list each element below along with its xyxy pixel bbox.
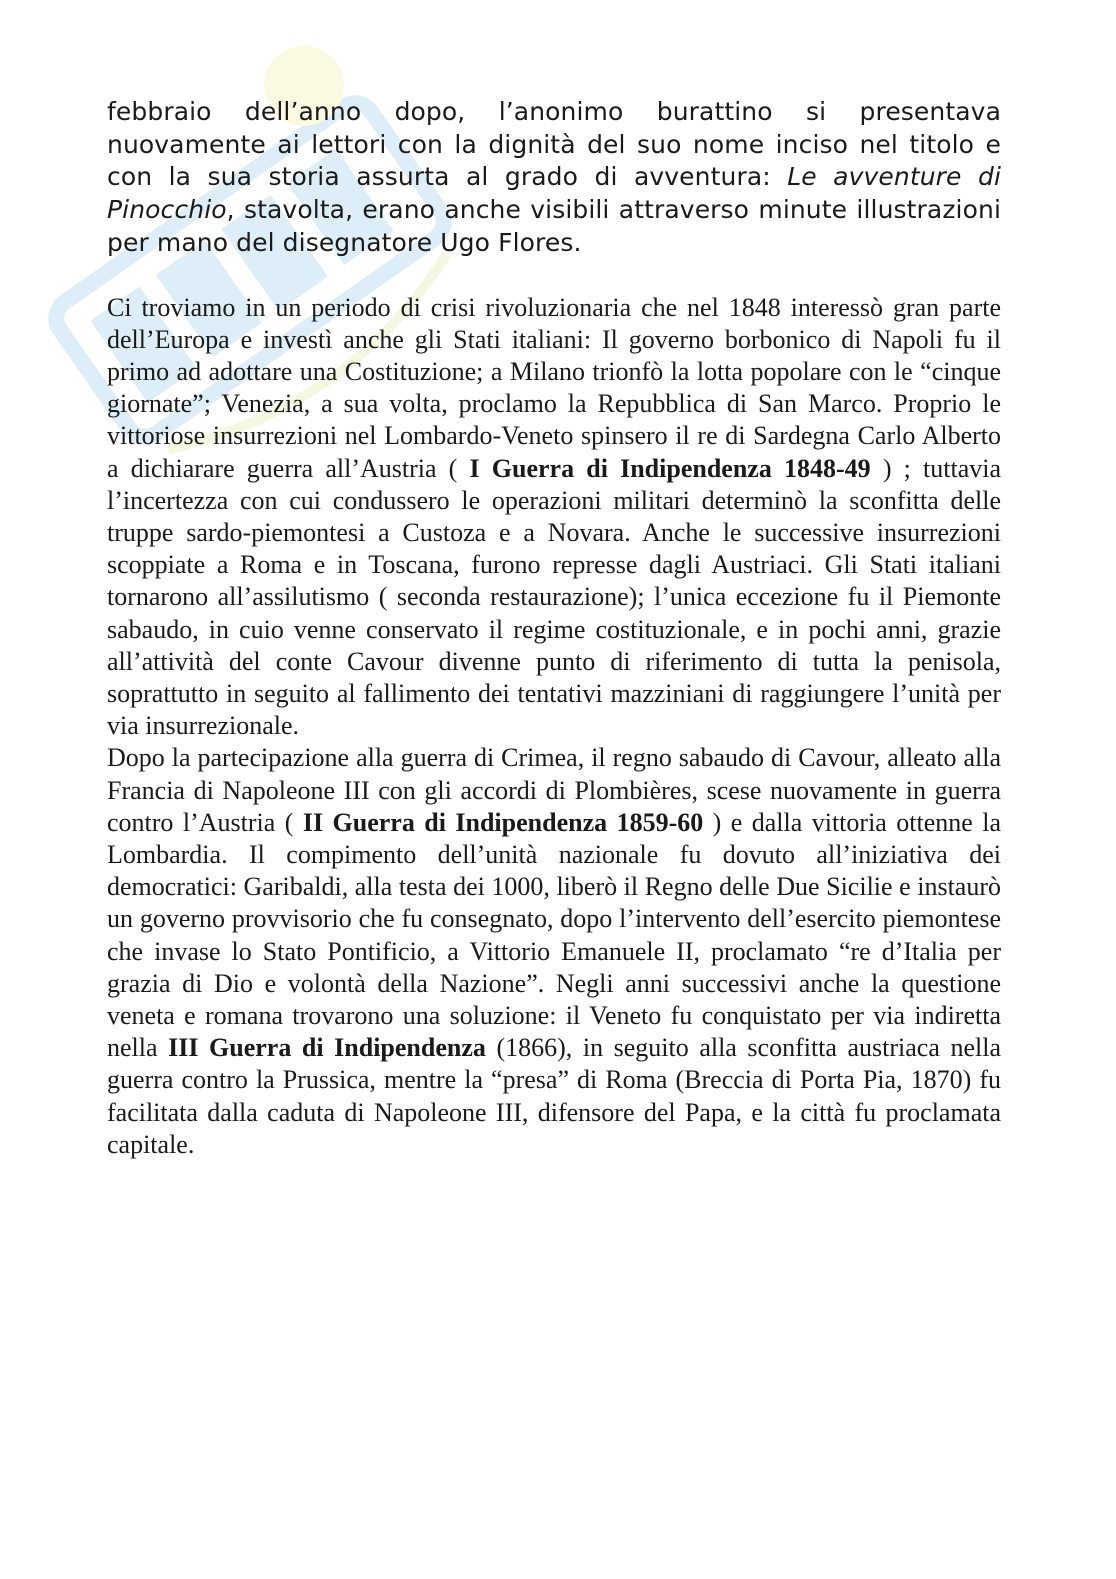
p2-bold-war-3: III Guerra di Indipendenza [168,1033,486,1063]
p1-bold-war-1: I Guerra di Indipendenza 1848-49 [469,453,871,483]
p2-text-1: Dopo la partecipazione alla guerra di Crimea, il regno sabaudo di Cavour, alleato alla Francia di Napoleone III con gli accordi di Plombières, scese nuovamente in guerra contro l’Austria ( [107,743,1001,837]
intro-text-1: febbraio dell’anno dopo, l’anonimo burattino si presentava nuovamente ai lettori con la dignità del suo nome inciso nel titolo e con la sua storia assurta al grado di avventura: [107,97,1001,192]
paragraph-risorgimento-2 [107,742,1001,1161]
p2-bold-war-2: II Guerra di Indipendenza 1859-60 [302,807,704,837]
document-content [107,96,1001,1161]
paragraph-gap [107,260,1001,292]
p2-text-3: (1866), in seguito alla sconfitta austriaca nella guerra contro la Prussica, mentre la “presa” di Roma (Breccia di Porta Pia, 1870) fu facilitata dalla caduta di Napoleone III, difensore del Papa, e la città fu proclamata capitale. [107,1033,1001,1159]
paragraph-intro [107,96,1001,260]
intro-text-2: , stavolta, erano anche visibili attraverso minute illustrazioni per mano del disegnatore Ugo Flores. [107,195,1001,257]
paragraph-risorgimento-1 [107,292,1001,743]
p1-text-2: ) ; tuttavia l’incertezza con cui condussero le operazioni militari determinò la sconfitta delle truppe sardo-piemontesi a Custoza e a Novara. Anche le successive insurrezioni scoppiate a Roma e in Toscana, furono represse dagli Austriaci. Gli Stati italiani tornarono all’assilutismo ( seconda restaurazione); l’unica eccezione fu il Piemonte sabaudo, in cuio venne conservato il regime costituzionale, e in pochi anni, grazie all’attività del conte Cavour divenne punto di riferimento di tutta la penisola, soprattutto in seguito al fallimento dei tentativi mazziniani di raggiungere l’unità per via insurrezionale. [107,453,1001,741]
book-title: Le avventure di Pinocchio [107,162,1001,225]
p2-text-2: ) e dalla vittoria ottenne la Lombardia. Il compimento dell’unità nazionale fu dovuto all’iniziativa dei democratici: Garibaldi, alla testa dei 1000, liberò il Regno delle Due Sicilie e instaurò un governo provvisorio che fu consegnato, dopo l’intervento dell’esercito piemontese che invase lo Stato Pontificio, a Vittorio Emanuele II, proclamato “re d’Italia per grazia di Dio e volontà della Nazione”. Negli anni successivi anche la questione veneta e romana trovarono una soluzione: il Veneto fu conquistato per via indiretta nella [107,807,1002,1063]
p1-text-1: Ci troviamo in un periodo di crisi rivoluzionaria che nel 1848 interessò gran parte dell’Europa e investì anche gli Stati italiani: Il governo borbonico di Napoli fu il primo ad adottare una Costituzione; a Milano trionfò la lotta popolare con le “cinque giornate”; Venezia, a sua volta, proclamo la Repubblica di San Marco. Proprio le vittoriose insurrezioni nel Lombardo-Veneto spinsero il re di Sardegna Carlo Alberto a dichiarare guerra all’Austria ( [107,292,1001,483]
